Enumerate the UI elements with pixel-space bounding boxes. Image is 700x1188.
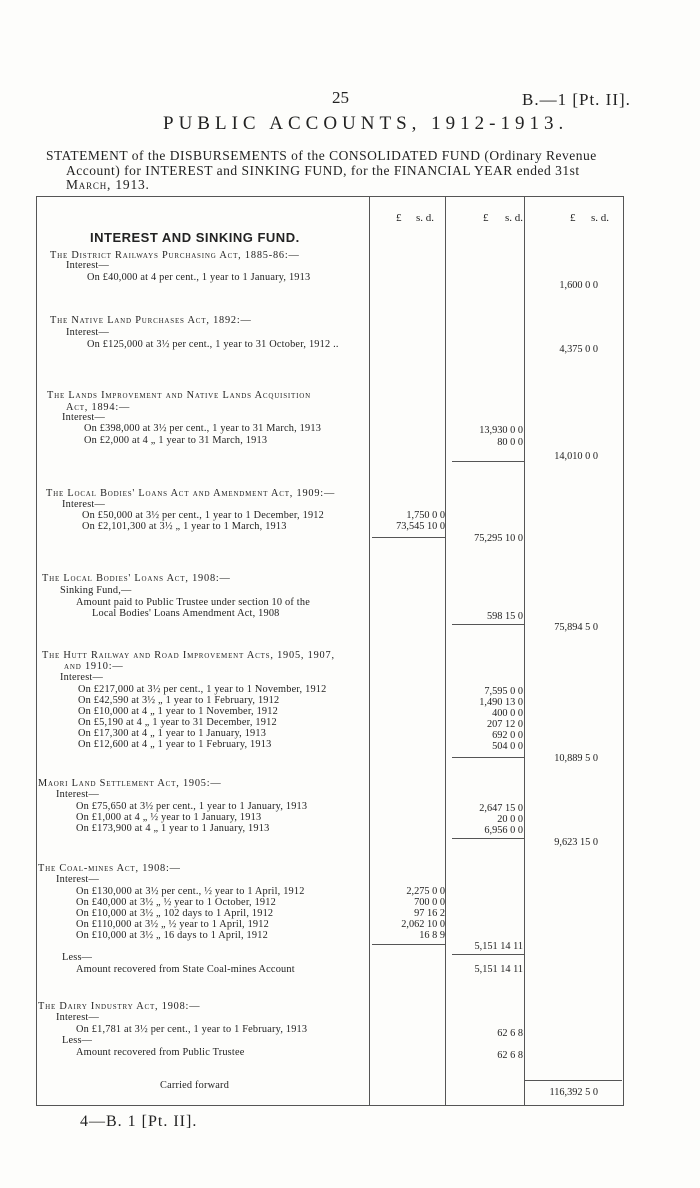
amount-c1: 73,545 10 0 <box>396 521 445 532</box>
amount-c3: 75,894 5 0 <box>554 622 598 633</box>
interest-label: Interest— <box>62 412 105 423</box>
amount-c2: 13,930 0 0 <box>479 425 523 436</box>
interest-label: Interest— <box>66 260 109 271</box>
amount-c2: 80 0 0 <box>497 437 523 448</box>
amount-c1: 700 0 0 <box>414 897 445 908</box>
amount-c2: 75,295 10 0 <box>474 533 523 544</box>
act-heading-lands-improvement: The Lands Improvement and Native Lands Acquisition <box>47 390 311 401</box>
amount-c1: 1,750 0 0 <box>406 510 445 521</box>
amount-c3: 9,623 15 0 <box>554 837 598 848</box>
subtotal-rule <box>372 944 445 945</box>
act-heading-coal-mines: The Coal-mines Act, 1908:— <box>38 863 181 874</box>
subtotal-rule <box>452 624 524 625</box>
amount-c1: 97 16 2 <box>414 908 445 919</box>
col2-pounds-header: £ <box>483 212 489 224</box>
amount-c2: 504 0 0 <box>492 741 523 752</box>
amount-c2: 20 0 0 <box>497 814 523 825</box>
ledger-line: Amount recovered from State Coal-mines Account <box>76 964 295 975</box>
ledger-line: On £217,000 at 3½ per cent., 1 year to 1 November, 1912 <box>78 684 327 695</box>
ledger-line: On £2,101,300 at 3½ „ 1 year to 1 March, 1913 <box>82 521 287 532</box>
amount-c3: 10,889 5 0 <box>554 753 598 764</box>
statement-line-1: STATEMENT of the DISBURSEMENTS of the CONSOLIDATED FUND (Ordinary Revenue <box>46 148 597 163</box>
act-heading-hutt-railway: The Hutt Railway and Road Improvement Acts, 1905, 1907, <box>42 650 335 661</box>
amount-c1: 2,062 10 0 <box>401 919 445 930</box>
column-divider-3 <box>524 196 525 1106</box>
col3-sd-header: s. d. <box>591 212 610 224</box>
amount-c1: 2,275 0 0 <box>406 886 445 897</box>
ledger-line: On £10,000 at 3½ „ 102 days to 1 April, 1912 <box>76 908 274 919</box>
page-reference: B.—1 [Pt. II]. <box>522 90 631 109</box>
less-label: Less— <box>62 952 93 963</box>
amount-c2: 2,647 15 0 <box>479 803 523 814</box>
ledger-line: On £1,000 at 4 „ ½ year to 1 January, 1913 <box>76 812 262 823</box>
ledger-line: On £2,000 at 4 „ 1 year to 31 March, 1913 <box>84 435 268 446</box>
act-heading-district-railways: The District Railways Purchasing Act, 1885-86:— <box>50 250 300 261</box>
amount-c1: 16 8 9 <box>419 930 445 941</box>
act-heading-native-land: The Native Land Purchases Act, 1892:— <box>50 315 252 326</box>
interest-label: Interest— <box>56 789 99 800</box>
amount-c2: 400 0 0 <box>492 708 523 719</box>
col2-sd-header: s. d. <box>505 212 524 224</box>
statement-line-2: Account) for INTEREST and SINKING FUND, for the FINANCIAL YEAR ended 31st <box>66 163 580 178</box>
carried-forward-label: Carried forward <box>160 1080 230 1091</box>
amount-c2: 62 6 8 <box>497 1028 523 1039</box>
subtotal-rule <box>452 838 524 839</box>
subtotal-rule <box>452 461 524 462</box>
ledger-line: On £50,000 at 3½ per cent., 1 year to 1 December, 1912 <box>82 510 324 521</box>
col1-sd-header: s. d. <box>416 212 435 224</box>
column-divider-1 <box>369 196 370 1106</box>
ledger-line: On £5,190 at 4 „ 1 year to 31 December, 1912 <box>78 717 277 728</box>
act-heading-maori-land-settlement: Maori Land Settlement Act, 1905:— <box>38 778 222 789</box>
footer-reference: 4—B. 1 [Pt. II]. <box>80 1113 198 1130</box>
ledger-line: Amount recovered from Public Trustee <box>76 1047 245 1058</box>
ledger-line: Local Bodies' Loans Amendment Act, 1908 <box>92 608 280 619</box>
page-number: 25 <box>332 88 349 107</box>
amount-c2: 1,490 13 0 <box>479 697 523 708</box>
subtotal-rule <box>452 757 524 758</box>
act-heading-continued: Act, 1894:— <box>66 402 131 413</box>
amount-c2: 5,151 14 11 <box>474 964 523 975</box>
interest-label: Interest— <box>56 874 99 885</box>
main-title: PUBLIC ACCOUNTS, 1912-1913. <box>163 113 569 134</box>
ledger-line: On £17,300 at 4 „ 1 year to 1 January, 1913 <box>78 728 267 739</box>
amount-c3: 4,375 0 0 <box>559 344 598 355</box>
ledger-line: On £10,000 at 3½ „ 16 days to 1 April, 1912 <box>76 930 268 941</box>
act-heading-local-bodies-1908: The Local Bodies' Loans Act, 1908:— <box>42 573 231 584</box>
interest-label: Interest— <box>56 1012 99 1023</box>
statement-line-3: March, 1913. <box>66 177 150 192</box>
subtotal-rule <box>452 954 524 955</box>
ledger-line: Amount paid to Public Trustee under section 10 of the <box>76 597 310 608</box>
amount-c2: 62 6 8 <box>497 1050 523 1061</box>
ledger-line: On £40,000 at 4 per cent., 1 year to 1 January, 1913 <box>87 272 311 283</box>
ledger-line: On £130,000 at 3½ per cent., ½ year to 1 April, 1912 <box>76 886 305 897</box>
ledger-line: On £173,900 at 4 „ 1 year to 1 January, 1913 <box>76 823 270 834</box>
amount-c3-total: 116,392 5 0 <box>549 1087 598 1098</box>
interest-label: Interest— <box>60 672 103 683</box>
ledger-line: On £12,600 at 4 „ 1 year to 1 February, 1913 <box>78 739 272 750</box>
amount-c2: 207 12 0 <box>486 719 523 730</box>
col3-pounds-header: £ <box>570 212 576 224</box>
amount-c3: 1,600 0 0 <box>559 280 598 291</box>
ledger-line: On £42,590 at 3½ „ 1 year to 1 February, 1912 <box>78 695 280 706</box>
interest-label: Interest— <box>66 327 109 338</box>
amount-c3: 14,010 0 0 <box>554 451 598 462</box>
ledger-line: On £75,650 at 3½ per cent., 1 year to 1 January, 1913 <box>76 801 308 812</box>
act-heading-continued: and 1910:— <box>64 661 124 672</box>
amount-c2: 5,151 14 11 <box>474 941 523 952</box>
act-heading-dairy-industry: The Dairy Industry Act, 1908:— <box>38 1001 201 1012</box>
amount-c2: 6,956 0 0 <box>484 825 523 836</box>
sinking-fund-label: Sinking Fund,— <box>60 585 132 596</box>
amount-c2: 598 15 0 <box>486 611 523 622</box>
ledger-line: On £1,781 at 3½ per cent., 1 year to 1 February, 1913 <box>76 1024 308 1035</box>
subtotal-rule <box>372 537 445 538</box>
less-label: Less— <box>62 1035 93 1046</box>
ledger-line: On £10,000 at 4 „ 1 year to 1 November, 1912 <box>78 706 278 717</box>
total-rule <box>524 1080 622 1081</box>
amount-c2: 7,595 0 0 <box>484 686 523 697</box>
ledger-line: On £40,000 at 3½ „ ½ year to 1 October, 1912 <box>76 897 276 908</box>
ledger-line: On £125,000 at 3½ per cent., 1 year to 31 October, 1912 .. <box>87 339 339 350</box>
act-heading-local-bodies-amendment: The Local Bodies' Loans Act and Amendment Act, 1909:— <box>46 488 336 499</box>
amount-c2: 692 0 0 <box>492 730 523 741</box>
section-heading: INTEREST AND SINKING FUND. <box>90 230 300 245</box>
col1-pounds-header: £ <box>396 212 402 224</box>
ledger-line: On £110,000 at 3½ „ ½ year to 1 April, 1912 <box>76 919 269 930</box>
ledger-line: On £398,000 at 3½ per cent., 1 year to 31 March, 1913 <box>84 423 322 434</box>
interest-label: Interest— <box>62 499 105 510</box>
